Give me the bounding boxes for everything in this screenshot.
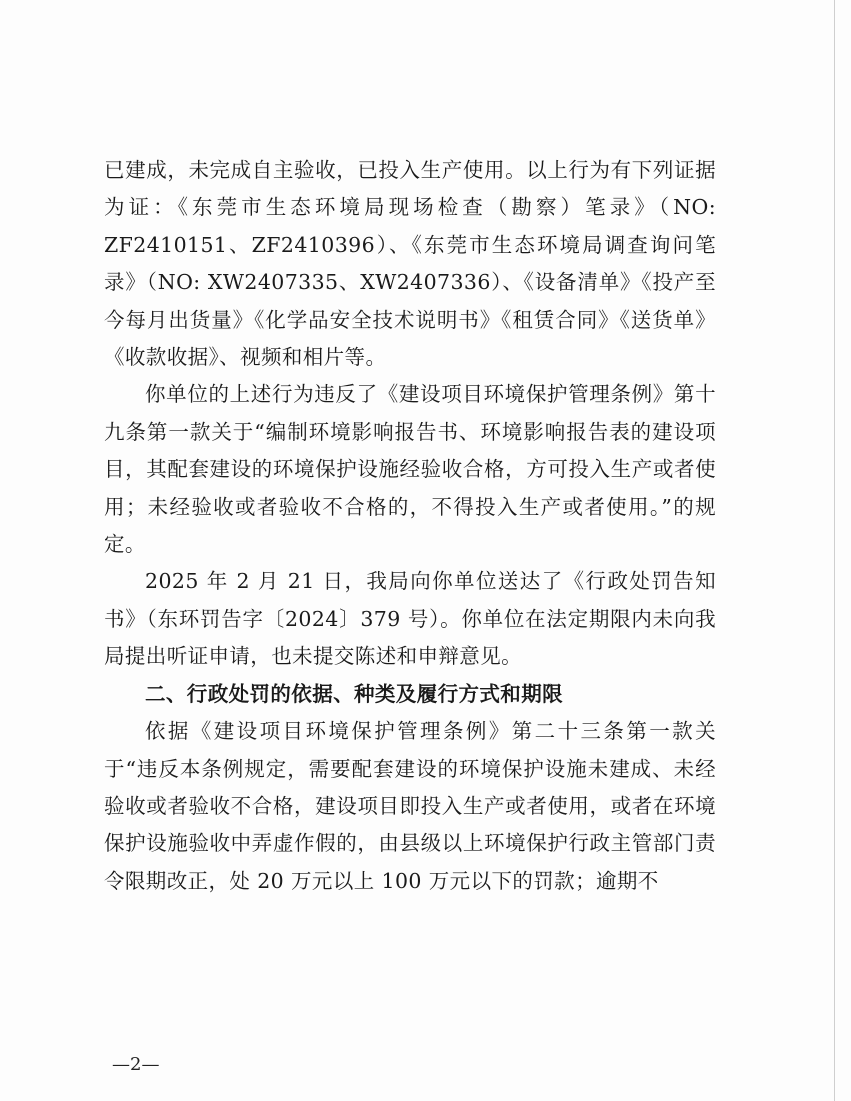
paragraph-penalty-basis: 依据《建设项目环境保护管理条例》第二十三条第一款关于“违反本条例规定，需要配套建设的环境保护设施未建成、未经验收或者验收不合格，建设项目即投入生产或者使用，或者在环境保护设施验收中弄虚作假的，由县级以上环境保护行政主管部门责令限期改正，处 20 万元以上 100 万元以下的罚款；逾期不 xyxy=(104,719,716,893)
page-edge-line xyxy=(834,0,835,1101)
paragraph-violation: 你单位的上述行为违反了《建设项目环境保护管理条例》第十九条第一款关于“编制环境影响报告书、环境影响报告表的建设项目，其配套建设的环境保护设施经验收合格，方可投入生产或者使用；未经验收或者验收不合格的，不得投入生产或者使用。”的规定。 xyxy=(104,382,716,557)
paragraph-notice: 2025 年 2 月 21 日，我局向你单位送达了《行政处罚告知书》（东环罚告字〔2024〕379 号）。你单位在法定期限内未向我局提出听证申请，也未提交陈述和申辩意见。 xyxy=(104,569,716,669)
paragraph-evidence: 已建成，未完成自主验收，已投入生产使用。以上行为有下列证据为证：《东莞市生态环境局现场检查（勘察）笔录》（NO: ZF2410151、ZF2410396）、《东莞市生态环境局调查询问笔录》（NO: XW2407335、XW2407336）、《设备清单》《投产至今每月出货量》《化学品安全技术说明书》《租赁合同》《送货单》《收款收据》、视频和相片等。 xyxy=(104,158,716,370)
page-number: —2— xyxy=(112,1054,160,1075)
document-body xyxy=(104,152,716,900)
section-heading: 二、行政处罚的依据、种类及履行方式和期限 xyxy=(145,681,563,706)
